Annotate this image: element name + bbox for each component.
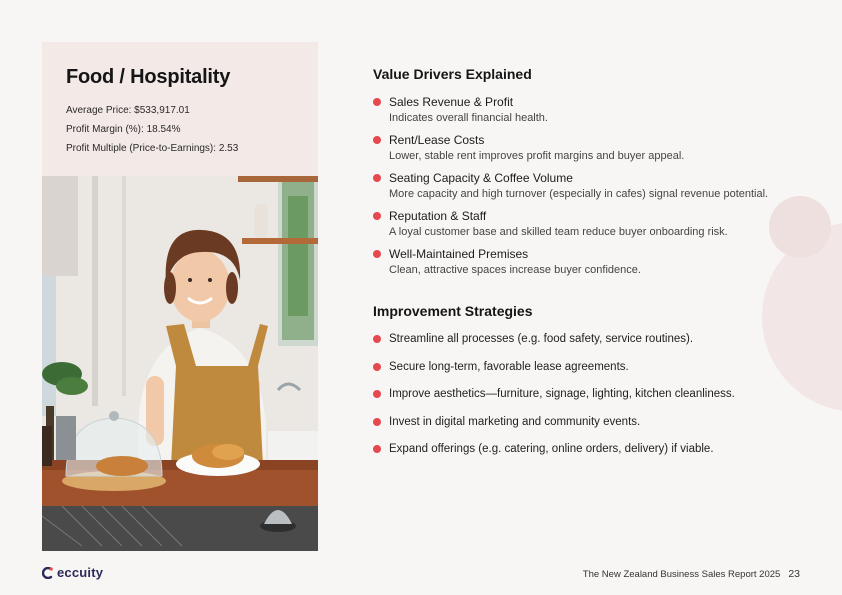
bullet-icon [373, 390, 381, 398]
logo-text: eccuity [57, 565, 104, 580]
bullet-icon [373, 418, 381, 426]
list-item [373, 246, 833, 278]
list-item [373, 132, 833, 164]
list-item [373, 386, 833, 402]
logo-mark-icon [42, 567, 53, 579]
driver-title: Sales Revenue & Profit [389, 95, 514, 109]
strategy-text: Invest in digital marketing and community events. [389, 415, 641, 428]
list-item [373, 208, 833, 240]
list-item [373, 441, 833, 457]
page-footer [583, 568, 800, 580]
sector-title: Food / Hospitality [66, 66, 231, 88]
profit-margin-stat: Profit Margin (%): 18.54% [66, 124, 181, 135]
list-item [373, 94, 833, 126]
driver-title: Reputation & Staff [389, 209, 487, 223]
strategy-text: Improve aesthetics—furniture, signage, lighting, kitchen cleanliness. [389, 388, 735, 400]
strategy-text: Streamline all processes (e.g. food safety, service routines). [389, 333, 694, 345]
improvement-strategies-heading: Improvement Strategies [373, 303, 533, 319]
improvement-strategies-list [373, 331, 833, 457]
driver-description: A loyal customer base and skilled team reduce buyer onboarding risk. [389, 226, 728, 238]
page-number: 23 [788, 568, 800, 580]
bullet-icon [373, 212, 381, 220]
value-drivers-heading: Value Drivers Explained [373, 66, 532, 82]
bullet-icon [373, 335, 381, 343]
report-title: The New Zealand Business Sales Report 2025 [582, 569, 781, 580]
bullet-icon [373, 98, 381, 106]
value-drivers-list [373, 94, 833, 278]
profit-multiple-stat: Profit Multiple (Price-to-Earnings): 2.53 [66, 143, 239, 154]
driver-description: More capacity and high turnover (especially in cafes) signal revenue potential. [389, 188, 769, 200]
average-price-stat: Average Price: $533,917.01 [66, 105, 190, 116]
list-item [373, 414, 833, 430]
cafe-worker-photo [42, 176, 318, 551]
bullet-icon [373, 136, 381, 144]
sector-summary-card [42, 42, 318, 176]
list-item [373, 359, 833, 375]
driver-description: Indicates overall financial health. [389, 112, 548, 124]
strategy-text: Secure long-term, favorable lease agreements. [389, 360, 629, 373]
strategy-text: Expand offerings (e.g. catering, online orders, delivery) if viable. [389, 443, 714, 455]
driver-title: Seating Capacity & Coffee Volume [389, 171, 573, 185]
driver-description: Clean, attractive spaces increase buyer confidence. [389, 264, 641, 276]
list-item [373, 170, 833, 202]
eccuity-logo [42, 565, 103, 580]
bullet-icon [373, 250, 381, 258]
bullet-icon [373, 363, 381, 371]
driver-title: Well-Maintained Premises [389, 247, 529, 261]
content-column [373, 66, 833, 469]
list-item [373, 331, 833, 347]
bullet-icon [373, 445, 381, 453]
driver-description: Lower, stable rent improves profit margins and buyer appeal. [389, 150, 685, 162]
driver-title: Rent/Lease Costs [389, 133, 485, 147]
bullet-icon [373, 174, 381, 182]
